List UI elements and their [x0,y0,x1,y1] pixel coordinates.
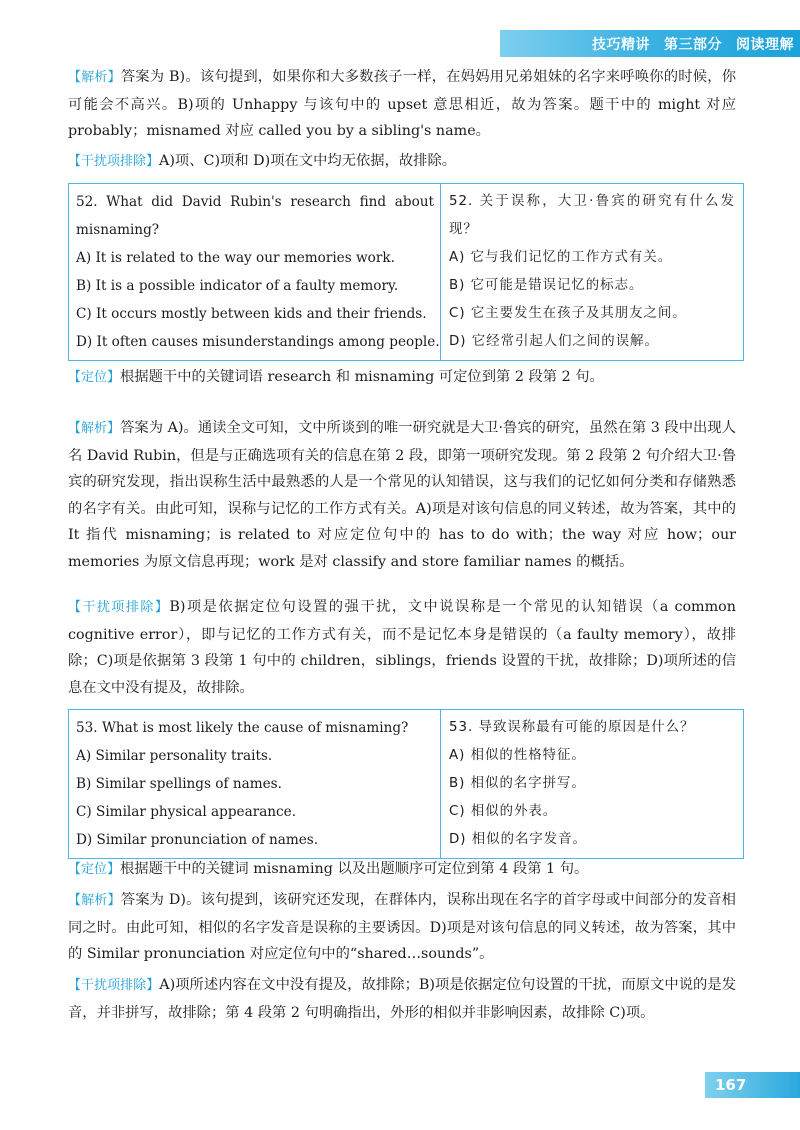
distractor-tag: 【干扰项排除】 [68,600,170,615]
option-b: B) Similar spellings of names. [76,776,282,792]
question-stem-zh: 52. 关于误称，大卫·鲁宾的研究有什么发现？ [449,194,735,237]
option-d: D) It often causes misunderstandings among people. [76,334,440,350]
analysis-53 [68,887,736,968]
locate-text: 根据题干中的关键词语 research 和 misnaming 可定位到第 2 段第 2 句。 [120,369,604,385]
option-b-zh: B) 相似的名字拼写。 [449,776,586,791]
question-53-english [69,710,441,858]
locate-tag: 【定位】 [68,862,121,877]
analysis-text: 答案为 D)。该句提到，该研究还发现，在群体内，误称出现在名字的首字母或中间部分的发音相同之时。由此可知，相似的名字发音是误称的主要诱因。D)项是对该句信息的同义转述，故为答案，其中的 Similar pronunciation 对应定位句中的“shared…sounds”。 [68,892,736,962]
option-d-zh: D) 相似的名字发音。 [449,832,587,847]
analysis-text: 答案为 B)。该句提到，如果你和大多数孩子一样，在妈妈用兄弟姐妹的名字来呼唤你的时候，你可能会不高兴。B)项的 Unhappy 与该句中的 upset 意思相近，故为答案。题干中的 might 对应 probably；misnamed 对应 called you by a sibling's name。 [68,69,736,139]
distractor-tag: 【干扰项排除】 [68,154,160,169]
locate-52 [68,364,736,392]
option-c: C) It occurs mostly between kids and their friends. [76,306,427,322]
question-stem: 53. What is most likely the cause of misnaming? [76,720,409,736]
locate-53 [68,856,736,884]
question-53-chinese [441,710,743,858]
section-header [500,30,800,57]
option-a-zh: A) 它与我们记忆的工作方式有关。 [449,250,673,265]
distractor-tag: 【干扰项排除】 [68,978,160,993]
locate-tag: 【定位】 [68,370,121,385]
analysis-tag: 【解析】 [68,893,121,908]
question-52-english [69,184,441,360]
question-52-box [68,183,744,361]
page-number: 167 [705,1072,800,1098]
option-d: D) Similar pronunciation of names. [76,832,319,848]
header-part1: 技巧精讲 [592,36,650,53]
analysis-52 [68,415,736,575]
option-a: A) It is related to the way our memories work. [76,250,395,266]
question-53-box [68,709,744,859]
option-c-zh: C) 它主要发生在孩子及其朋友之间。 [449,306,687,321]
option-a-zh: A) 相似的性格特征。 [449,748,586,763]
analysis-tag: 【解析】 [68,421,121,436]
analysis-tag: 【解析】 [68,70,121,85]
question-stem: 52. What did David Rubin's research find about misnaming? [76,194,434,238]
distractor-text: A)项、C)项和 D)项在文中均无依据，故排除。 [159,153,457,169]
distractor-53 [68,972,736,1026]
header-part3: 阅读理解 [736,36,794,53]
analysis-text: 答案为 A)。通读全文可知，文中所谈到的唯一研究就是大卫·鲁宾的研究，虽然在第 3 段中出现人名 David Rubin，但是与正确选项有关的信息在第 2 段，即第一项研究发现。第 2 段第 2 句介绍大卫·鲁宾的研究发现，指出误称生活中最熟悉的人是一个常见的认知错误，这与我们的记忆如何分类和存储熟悉的名字有关。由此可知，误称与记忆的工作方式有关。A)项是对该句信息的同义转述，故为答案，其中的 It 指代 misnaming；is related to 对应定位句中的 has to do with；the way 对应 how；our memories 为原文信息再现；work 是对 classify and store familiar names 的概括。 [68,420,736,570]
locate-text: 根据题干中的关键词 misnaming 以及出题顺序可定位到第 4 段第 1 句。 [120,861,589,877]
distractor-52 [68,594,736,701]
option-a: A) Similar personality traits. [76,748,273,764]
distractor-text: B)项是依据定位句设置的强干扰，文中说误称是一个常见的认知错误（a common cognitive error），即与记忆的工作方式有关，而不是记忆本身是错误的（a faulty memory），故排除；C)项是依据第 3 段第 1 句中的 children，siblings，friends 设置的干扰，故排除；D)项所述的信息在文中没有提及，故排除。 [68,599,736,696]
option-c-zh: C) 相似的外表。 [449,804,558,819]
question-52-chinese [441,184,743,360]
option-d-zh: D) 它经常引起人们之间的误解。 [449,334,659,349]
distractor-text: A)项所述内容在文中没有提及，故排除；B)项是依据定位句设置的干扰，而原文中说的是发音，并非拼写，故排除；第 4 段第 2 句明确指出，外形的相似并非影响因素，故排除 C)项。 [68,977,736,1021]
option-b: B) It is a possible indicator of a faulty memory. [76,278,399,294]
header-part2: 第三部分 [664,36,722,53]
option-c: C) Similar physical appearance. [76,804,297,820]
analysis-51 [68,64,736,145]
question-stem-zh: 53. 导致误称最有可能的原因是什么？ [449,720,695,735]
distractor-51 [68,148,736,176]
option-b-zh: B) 它可能是错误记忆的标志。 [449,278,644,293]
